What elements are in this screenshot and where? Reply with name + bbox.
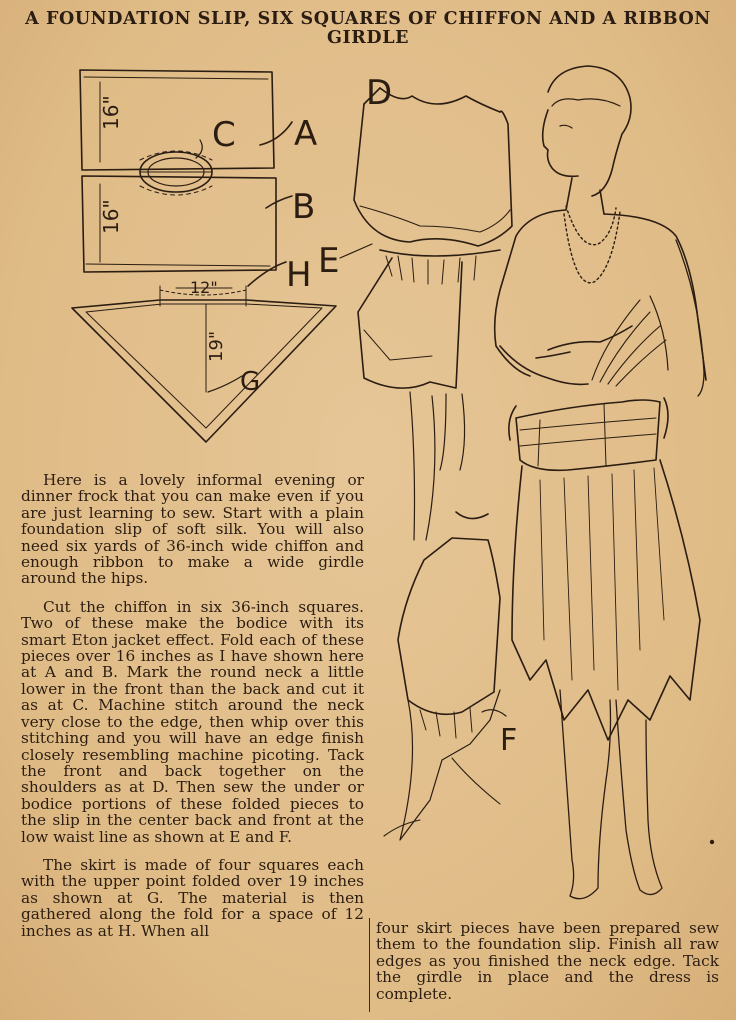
label-g: G (240, 367, 261, 397)
paragraph-bodice: Cut the chiffon in six 36-inch squares. Two of these make the bodice with its smart Eton jacket effect. Fold each of these pieces over 16 inches as I have shown here at A and B. Mark the round neck a little lower in the front than the back and cut it as at C. Machine stitch around the neck very close to the edge, then whip over this stitching and you will have an edge finish closely resembling machine picoting. Tack the front and back together on the shoulders as at D. Then sew the under or bodice portions of these folded pieces to the slip in the center back and front at the low waist line as shown at E and F. (21, 597, 364, 846)
measure-top: 16" (99, 95, 123, 130)
column-divider (369, 918, 370, 1012)
label-c: C (212, 115, 236, 155)
bodice-on-slip-sketch (340, 88, 512, 540)
label-e: E (318, 241, 340, 281)
paragraph-skirt: The skirt is made of four squares each with the upper point folded over 19 inches as shown at G. The material is then gathered along the fold for a space of 12 inches as at H. When all (21, 855, 364, 940)
paragraph-continuation: four skirt pieces have been prepared sew them to the foundation slip. Finish all raw edges as you finished the neck edge. Tack the girdle in place and the dress is complete. (376, 919, 719, 1003)
label-b: B (292, 187, 316, 227)
instructions-column-right (376, 920, 719, 1002)
paragraph-intro: Here is a lovely informal evening or dinner frock that you can make even if you are just learning to sew. Start with a plain foundation slip of soft silk. You will also need six yards of 36-inch wide chiffon and enough ribbon to make a wide girdle around the hips. (21, 471, 364, 588)
label-a: A (294, 114, 318, 154)
label-f: F (500, 723, 518, 758)
label-h: H (286, 255, 312, 295)
measure-width: 12" (190, 278, 218, 297)
measure-depth: 19" (206, 330, 227, 362)
label-d: D (366, 73, 393, 113)
page-title: A FOUNDATION SLIP, SIX SQUARES OF CHIFFON AND A RIBBON GIRDLE (25, 9, 711, 48)
measure-bottom: 16" (99, 199, 123, 234)
skirt-on-slip-sketch (384, 512, 506, 840)
instructions-column-left (21, 472, 364, 951)
finished-dress-figure (495, 66, 714, 899)
